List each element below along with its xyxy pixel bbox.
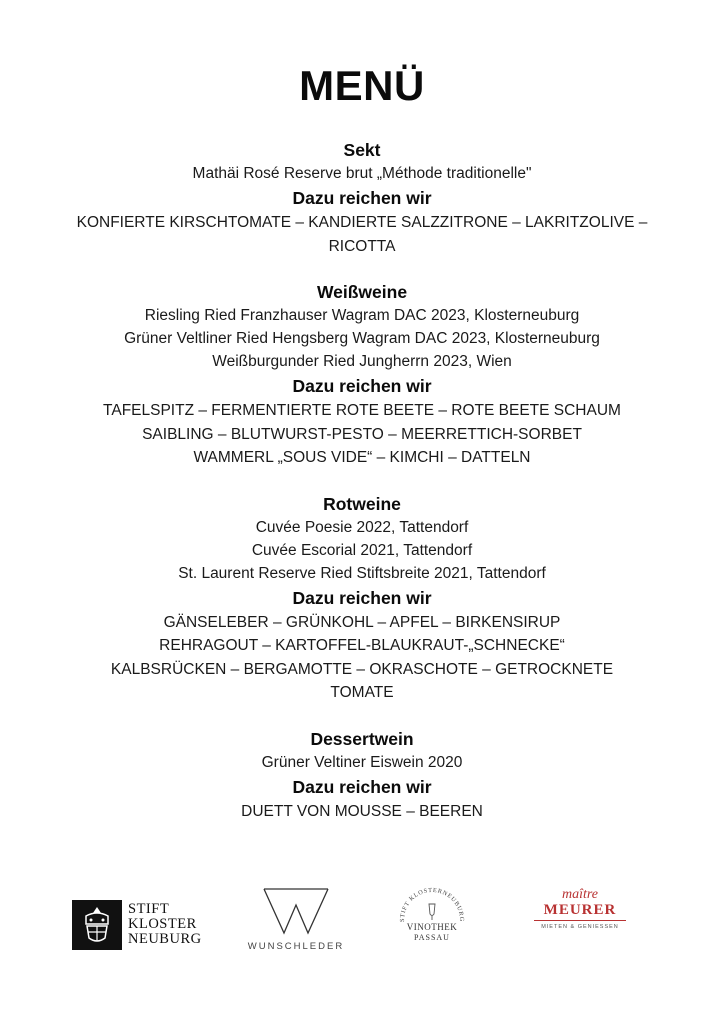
pairing-heading: Dazu reichen wir (292, 776, 432, 797)
vinothek-passau-logo (395, 886, 469, 960)
dish-line: KONFIERTE KIRSCHTOMATE – KANDIERTE SALZZITRONE – LAKRITZOLIVE – (76, 214, 648, 231)
meurer-divider (534, 920, 626, 921)
wine-item: Mathäi Rosé Reserve brut „Méthode traditionelle" (192, 165, 532, 182)
pairing-heading: Dazu reichen wir (292, 188, 432, 208)
pairing-heading: Dazu reichen wir (292, 587, 432, 608)
dish-line: GÄNSELEBER – GRÜNKOHL – APFEL – BIRKENSIRUP (163, 613, 561, 631)
vinothek-line2: PASSAU (414, 933, 450, 942)
section-heading: Rotweine (323, 493, 401, 514)
dish-line: KALBSRÜCKEN – BERGAMOTTE – OKRASCHOTE – GETROCKNETE (110, 660, 614, 678)
dish-line: TAFELSPITZ – FERMENTIERTE ROTE BEETE – ROTE BEETE SCHAUM (103, 402, 621, 419)
menu-content (40, 138, 684, 845)
meurer-tagline: MIETEN & GENIESSEN (541, 924, 619, 930)
wine-item: Weißburgunder Ried Jungherrn 2023, Wien (212, 353, 512, 370)
stift-line: KLOSTER (128, 916, 197, 932)
wine-item: Cuvée Poesie 2022, Tattendorf (255, 518, 469, 536)
wunschleder-logo (244, 885, 348, 955)
meurer-script: maître (561, 887, 599, 902)
sponsor-logos (0, 880, 724, 980)
section-weissweine (40, 280, 684, 470)
wunschleder-name: WUNSCHLEDER (247, 941, 345, 952)
svg-text:STIFT KLOSTERNEUBURG: STIFT KLOSTERNEUBURG (398, 886, 466, 923)
section-heading: Dessertwein (310, 728, 414, 749)
section-heading: Sekt (343, 140, 381, 160)
section-heading: Weißweine (316, 282, 408, 302)
dish-line: WAMMERL „SOUS VIDE“ – KIMCHI – DATTELN (193, 449, 531, 466)
wine-item: Grüner Veltiner Eiswein 2020 (261, 753, 463, 771)
stift-line: STIFT (128, 901, 170, 917)
section-rotweine (40, 492, 684, 705)
section-dessertwein (40, 727, 684, 824)
stift-crest-icon (72, 900, 122, 950)
page-title: MENÜ (299, 62, 425, 109)
wunschleder-w-icon (244, 885, 348, 937)
maitre-meurer-logo (528, 888, 632, 938)
dish-line: DUETT VON MOUSSE – BEEREN (241, 802, 483, 820)
dish-line: REHRAGOUT – KARTOFFEL-BLAUKRAUT-„SCHNECKE“ (159, 637, 565, 654)
vinothek-line1: VINOTHEK (406, 922, 458, 932)
dish-line: SAIBLING – BLUTWURST-PESTO – MEERRETTICH-SORBET (142, 425, 582, 443)
wine-item: St. Laurent Reserve Ried Stiftsbreite 2021, Tattendorf (178, 564, 546, 582)
wine-item: Grüner Veltliner Ried Hengsberg Wagram DAC 2023, Klosterneuburg (124, 330, 600, 347)
wine-item: Riesling Ried Franzhauser Wagram DAC 2023, Klosterneuburg (144, 307, 580, 324)
stift-wordmark (128, 902, 202, 947)
pairing-heading: Dazu reichen wir (292, 376, 432, 396)
dish-line: TOMATE (330, 684, 394, 701)
wine-item: Cuvée Escorial 2021, Tattendorf (251, 541, 473, 559)
dish-line: RICOTTA (328, 237, 396, 255)
stift-line: NEUBURG (128, 931, 202, 947)
meurer-name: MEURER (543, 902, 617, 918)
section-sekt (40, 138, 684, 258)
stift-klosterneuburg-logo (72, 900, 212, 952)
